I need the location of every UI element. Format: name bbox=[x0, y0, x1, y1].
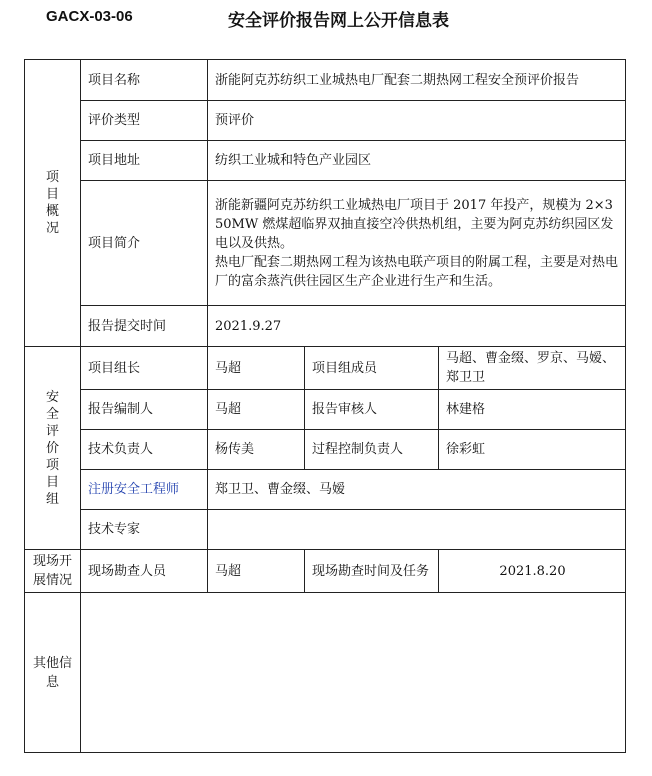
section-site-label: 现场开展情况 bbox=[25, 550, 81, 593]
row-experts bbox=[25, 510, 626, 550]
row-leader bbox=[25, 347, 626, 390]
section-overview-label: 项目概况 bbox=[45, 170, 59, 236]
tech-lead-value: 杨传美 bbox=[208, 430, 305, 470]
row-other bbox=[25, 593, 626, 753]
address-label: 项目地址 bbox=[81, 141, 208, 181]
section-team-label: 安全评价项目组 bbox=[45, 389, 59, 507]
eval-type-label: 评价类型 bbox=[81, 101, 208, 141]
members-value: 马超、曹金缀、罗京、马嫒、郑卫卫 bbox=[439, 347, 626, 390]
inspector-value: 马超 bbox=[208, 550, 305, 593]
intro-label: 项目简介 bbox=[81, 181, 208, 306]
row-site bbox=[25, 550, 626, 593]
process-ctrl-label: 过程控制负责人 bbox=[305, 430, 439, 470]
intro-paragraph-1: 浙能新疆阿克苏纺织工业城热电厂项目于 2017 年投产，规模为 2×350MW 燃煤超临界双抽直接空冷供热机组，主要为阿克苏纺织园区发电以及供热。 bbox=[215, 197, 614, 251]
section-other-label: 其他信息 bbox=[32, 655, 72, 690]
submit-time-value: 2021.9.27 bbox=[208, 306, 626, 347]
intro-value bbox=[208, 181, 626, 306]
inspector-label: 现场勘查人员 bbox=[81, 550, 208, 593]
info-table bbox=[24, 59, 626, 753]
author-value: 马超 bbox=[208, 390, 305, 430]
row-address bbox=[25, 141, 626, 181]
row-intro bbox=[25, 181, 626, 306]
reviewer-value: 林建格 bbox=[439, 390, 626, 430]
experts-value bbox=[208, 510, 626, 550]
row-tech-lead bbox=[25, 430, 626, 470]
project-name-value: 浙能阿克苏纺织工业城热电厂配套二期热网工程安全预评价报告 bbox=[208, 60, 626, 101]
document-code: GACX-03-06 bbox=[46, 8, 133, 25]
time-task-value: 2021.8.20 bbox=[439, 550, 626, 593]
time-task-label: 现场勘查时间及任务 bbox=[305, 550, 439, 593]
row-submit-time bbox=[25, 306, 626, 347]
engineers-label: 注册安全工程师 bbox=[81, 470, 208, 510]
row-engineers bbox=[25, 470, 626, 510]
section-overview bbox=[25, 60, 81, 347]
address-value: 纺织工业城和特色产业园区 bbox=[208, 141, 626, 181]
row-author bbox=[25, 390, 626, 430]
document-title: 安全评价报告网上公开信息表 bbox=[228, 11, 449, 31]
submit-time-label: 报告提交时间 bbox=[81, 306, 208, 347]
row-eval-type bbox=[25, 101, 626, 141]
members-label: 项目组成员 bbox=[305, 347, 439, 390]
intro-paragraph-2: 热电厂配套二期热网工程为该热电联产项目的附属工程，主要是对热电厂的富余蒸汽供往园区生产企业进行生产和生活。 bbox=[215, 254, 619, 289]
row-project-name bbox=[25, 60, 626, 101]
leader-value: 马超 bbox=[208, 347, 305, 390]
section-team bbox=[25, 347, 81, 550]
engineers-value: 郑卫卫、曹金缀、马嫒 bbox=[208, 470, 626, 510]
reviewer-label: 报告审核人 bbox=[305, 390, 439, 430]
eval-type-value: 预评价 bbox=[208, 101, 626, 141]
other-value bbox=[81, 593, 626, 753]
project-name-label: 项目名称 bbox=[81, 60, 208, 101]
process-ctrl-value: 徐彩虹 bbox=[439, 430, 626, 470]
leader-label: 项目组长 bbox=[81, 347, 208, 390]
section-other bbox=[25, 593, 81, 753]
experts-label: 技术专家 bbox=[81, 510, 208, 550]
author-label: 报告编制人 bbox=[81, 390, 208, 430]
tech-lead-label: 技术负责人 bbox=[81, 430, 208, 470]
